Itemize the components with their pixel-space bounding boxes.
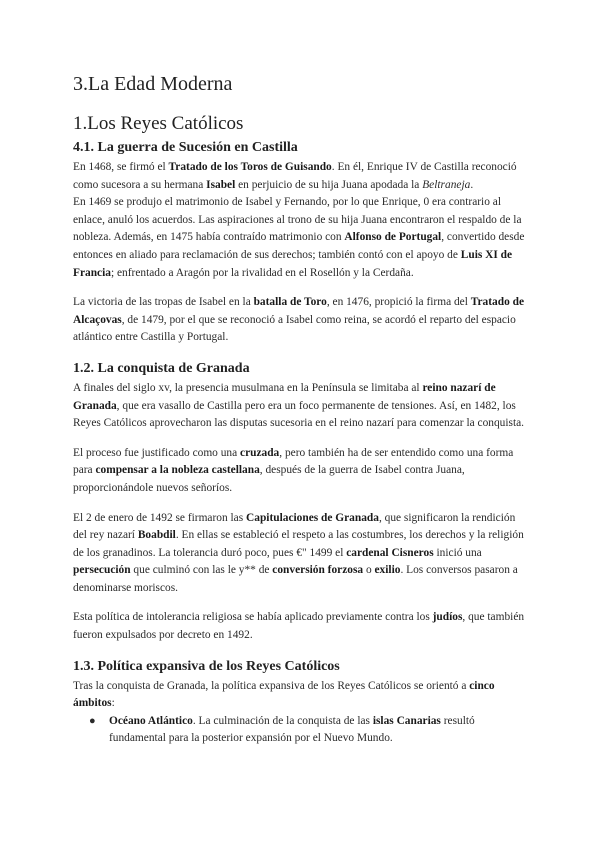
paragraph-cinco-ambitos: Tras la conquista de Granada, la política expansiva de los Reyes Católicos se orientó a cinco ámbitos: <box>73 679 495 710</box>
bold-term: compensar a la nobleza castellana <box>95 464 260 477</box>
document-body <box>73 70 531 748</box>
bold-term: Océano Atlántico <box>109 714 193 727</box>
bold-term: islas Canarias <box>372 714 441 727</box>
bold-term: Isabel <box>206 178 236 191</box>
heading-conquista-granada: 1.2. La conquista de Granada <box>73 360 250 376</box>
bold-term: persecución <box>73 564 131 577</box>
bold-term: Alfonso de Portugal <box>344 231 442 244</box>
paragraph-reino-nazari: A finales del siglo xv, la presencia musulmana en la Península se limitaba al reino nazarí de Granada, que era vasallo de Castilla pero era un foco permanente de tensiones. Así, en 1482, los Reyes Católicos aprovecharon las disputas sucesoria en el reino nazarí para comenzar la conquista. <box>73 381 525 430</box>
ambitos-list <box>73 713 531 748</box>
paragraph-judios: Esta política de intolerancia religiosa se había aplicado previamente contra los judíos, que también fueron expulsados por decreto en 1492. <box>73 611 525 642</box>
bold-term: exilio <box>374 564 401 577</box>
bold-term: reino nazarí de Granada <box>73 381 496 412</box>
bold-term: Capitulaciones de Granada <box>246 511 379 524</box>
italic-term: Beltraneja <box>422 178 471 191</box>
bold-term: Boabdil <box>137 529 176 542</box>
bold-term: cardenal Cisneros <box>346 546 434 559</box>
list-item: ● Océano Atlántico. La culminación de la conquista de las islas Canarias resultó fundamental para la posterior expansión por el Nuevo Mundo. <box>89 714 475 745</box>
bold-term: conversión forzosa <box>272 564 364 577</box>
bold-term: batalla de Toro <box>253 296 327 309</box>
paragraph-toro: La victoria de las tropas de Isabel en la batalla de Toro, en 1476, propició la firma del Tratado de Alcaçovas, de 1479, por el que se reconoció a Isabel como reina, se acordó el reparto del espacio atlántico entre Castilla y Portugal. <box>73 296 525 344</box>
bold-term: cinco ámbitos <box>73 679 495 710</box>
heading-politica-expansiva: 1.3. Política expansiva de los Reyes Católicos <box>73 658 340 674</box>
paragraph-matrimonio: En 1469 se produjo el matrimonio de Isabel y Fernando, por lo que Enrique, 0 era contrario al enlace, anuló los acuerdos. Las aspiraciones al trono de su hija Juana encontraron el respaldo de la nobleza. Además, en 1475 había contraído matrimonio con Alfonso de Portugal, convertido desde entonces en aliado para reclamación de sus derechos; también contó con el apoyo de Luis XI de Francia; enfrentado a Aragón por la rivalidad en el Rosellón y la Cerdaña. <box>73 196 525 279</box>
bold-term: Tratado de los Toros de Guisando <box>168 161 332 173</box>
bold-term: Tratado de Alcaçovas <box>73 296 525 326</box>
paragraph-guisando: En 1468, se firmó el Tratado de los Toros de Guisando. En él, Enrique IV de Castilla reconoció como sucesora a su hermana Isabel en perjuicio de su hija Juana apodada la Beltraneja. <box>73 161 517 191</box>
document-title: 3.La Edad Moderna <box>73 73 233 95</box>
paragraph-cruzada: El proceso fue justificado como una cruzada, pero también ha de ser entendido como una forma para compensar a la nobleza castellana, después de la guerra de Isabel contra Juana, proporcionándole nuevos señoríos. <box>73 446 514 494</box>
bullet-icon: ● <box>89 714 96 727</box>
heading-guerra-sucesion: 4.1. La guerra de Sucesión en Castilla <box>73 140 298 155</box>
bold-term: Luis XI de Francia <box>73 248 513 279</box>
bold-term: cruzada <box>240 446 280 459</box>
section-title: 1.Los Reyes Católicos <box>73 113 244 134</box>
paragraph-capitulaciones: El 2 de enero de 1492 se firmaron las Capitulaciones de Granada, que significaron la rendición del rey nazarí Boabdil. En ellas se estableció el respeto a las costumbres, los derechos y la religión de los granadinos. La tolerancia duró poco, pues €" 1499 el cardenal Cisneros inició una persecución que culminó con las le y** de conversión forzosa o exilio. Los conversos pasaron a denominarse moriscos. <box>73 511 524 594</box>
bold-term: judíos <box>432 611 463 624</box>
